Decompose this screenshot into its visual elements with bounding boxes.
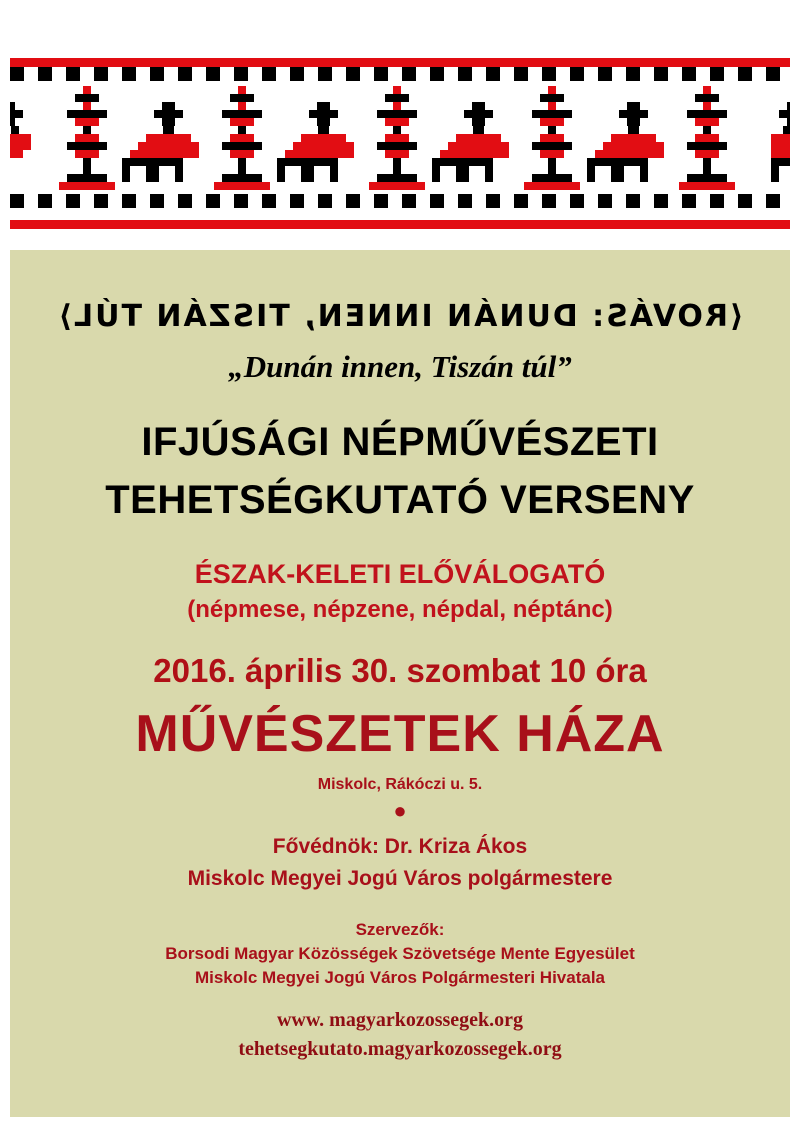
poster-subtitle: ÉSZAK-KELETI ELŐVÁLOGATÓ [194,559,606,589]
website-main[interactable]: www. magyarkozossegek.org [276,1009,524,1032]
poster-content [10,256,790,1064]
patron-name: Fővédnök: Dr. Kriza Ákos [272,835,528,859]
folk-motif-pattern [10,81,790,194]
organizers-label: Szervezők: [355,920,445,940]
event-date: 2016. április 30. szombat 10 óra [153,652,647,689]
event-venue: MŰVÉSZETEK HÁZA [135,705,665,763]
poster-title [10,413,790,529]
poster-title-line1: IFJÚSÁGI NÉPMŰVÉSZETI [141,420,659,464]
organizer-item: Miskolc Megyei Jogú Város Polgármesteri Hivatala [194,968,606,988]
border-checker-top [10,67,790,81]
separator-bullet-icon: ● [393,798,407,823]
border-red-stripe-bottom [10,220,790,229]
folk-border-band [10,10,790,250]
border-red-stripe-top [10,58,790,67]
patron-title: Miskolc Megyei Jogú Város polgármestere [187,866,613,890]
event-address: Miskolc, Rákóczi u. 5. [317,776,483,793]
poster-title-line2: TEHETSÉGKUTATÓ VERSENY [105,478,695,522]
organizer-item: Borsodi Magyar Közösségek Szövetsége Mente Egyesület [165,944,635,964]
rovas-script-line: ⟨ROVÁS: DUNÁN INNEN, TISZÁN TÚL⟩ [56,299,744,334]
poster-inner [10,10,790,1117]
website-sub[interactable]: tehetsegkutato.magyarkozossegek.org [238,1038,562,1061]
website-block [10,1006,790,1064]
motto-line: „Dunán innen, Tiszán túl” [228,349,572,384]
border-checker-bottom [10,194,790,208]
poster-genres: (népmese, népzene, népdal, néptánc) [187,596,613,623]
patron-block [10,831,790,894]
